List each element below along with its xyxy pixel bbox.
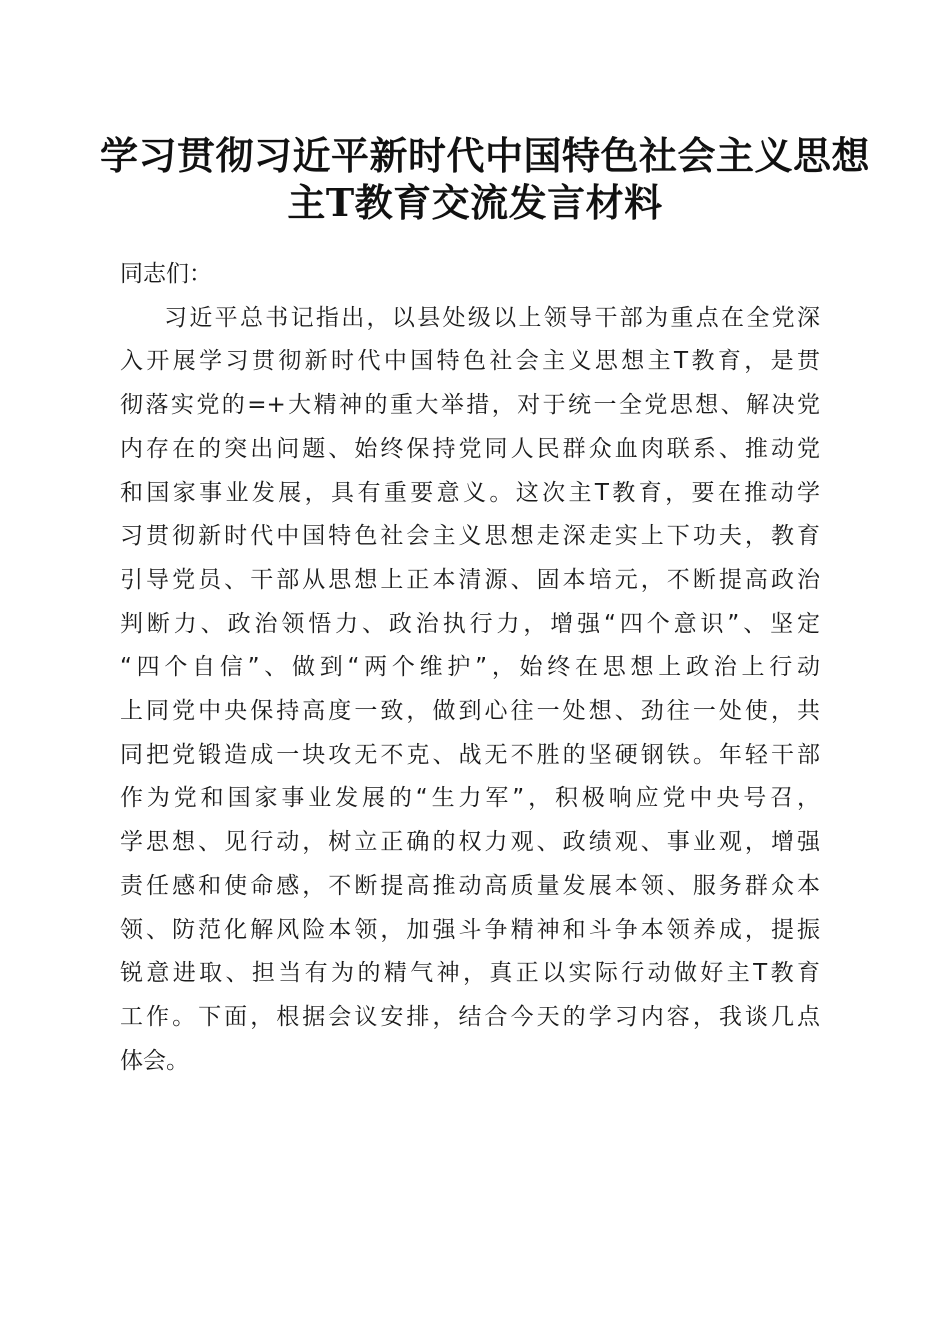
salutation: 同志们： — [120, 261, 212, 287]
body-line: 引导党员、干部从思想上正本清源、固本培元，不断提高政治 — [120, 566, 820, 593]
title-line-2: 主T教育交流发言材料 — [287, 180, 663, 225]
body-line: 入开展学习贯彻新时代中国特色社会主义思想主T教育，是贯 — [120, 348, 820, 375]
body-line: “四个自信”、做到“两个维护”，始终在思想上政治上行动 — [120, 654, 820, 681]
body-line: 锐意进取、担当有为的精气神，真正以实际行动做好主T教育 — [120, 960, 820, 987]
body-line: 工作。下面，根据会议安排，结合今天的学习内容，我谈几点 — [120, 1003, 820, 1030]
body-line: 同把党锻造成一块攻无不克、战无不胜的坚硬钢铁。年轻干部 — [120, 741, 820, 768]
body-line: 习贯彻新时代中国特色社会主义思想走深走实上下功夫，教育 — [120, 523, 820, 550]
body-line: 领、防范化解风险本领，加强斗争精神和斗争本领养成，提振 — [120, 916, 820, 943]
document-title — [100, 132, 871, 226]
body-line: 责任感和使命感，不断提高推动高质量发展本领、服务群众本 — [120, 872, 820, 899]
body-line: 和国家事业发展，具有重要意义。这次主T教育，要在推动学 — [120, 479, 820, 506]
body-line: 体会。 — [120, 1047, 189, 1074]
title-line-1: 学习贯彻习近平新时代中国特色社会主义思想 — [100, 133, 871, 178]
body-paragraph — [120, 297, 835, 1084]
body-line: 内存在的突出问题、始终保持党同人民群众血肉联系、推动党 — [120, 435, 820, 462]
document-body — [120, 253, 835, 1083]
body-line: 作为党和国家事业发展的“生力军”，积极响应党中央号召， — [120, 785, 820, 812]
body-line: 学思想、见行动，树立正确的权力观、政绩观、事业观，增强 — [120, 829, 820, 856]
body-line: 彻落实党的=+大精神的重大举措，对于统一全党思想、解决党 — [120, 392, 820, 419]
body-line: 判断力、政治领悟力、政治执行力，增强“四个意识”、坚定 — [120, 610, 820, 637]
body-line: 上同党中央保持高度一致，做到心往一处想、劲往一处使，共 — [120, 698, 820, 725]
body-line: 习近平总书记指出，以县处级以上领导干部为重点在全党深 — [164, 304, 820, 331]
